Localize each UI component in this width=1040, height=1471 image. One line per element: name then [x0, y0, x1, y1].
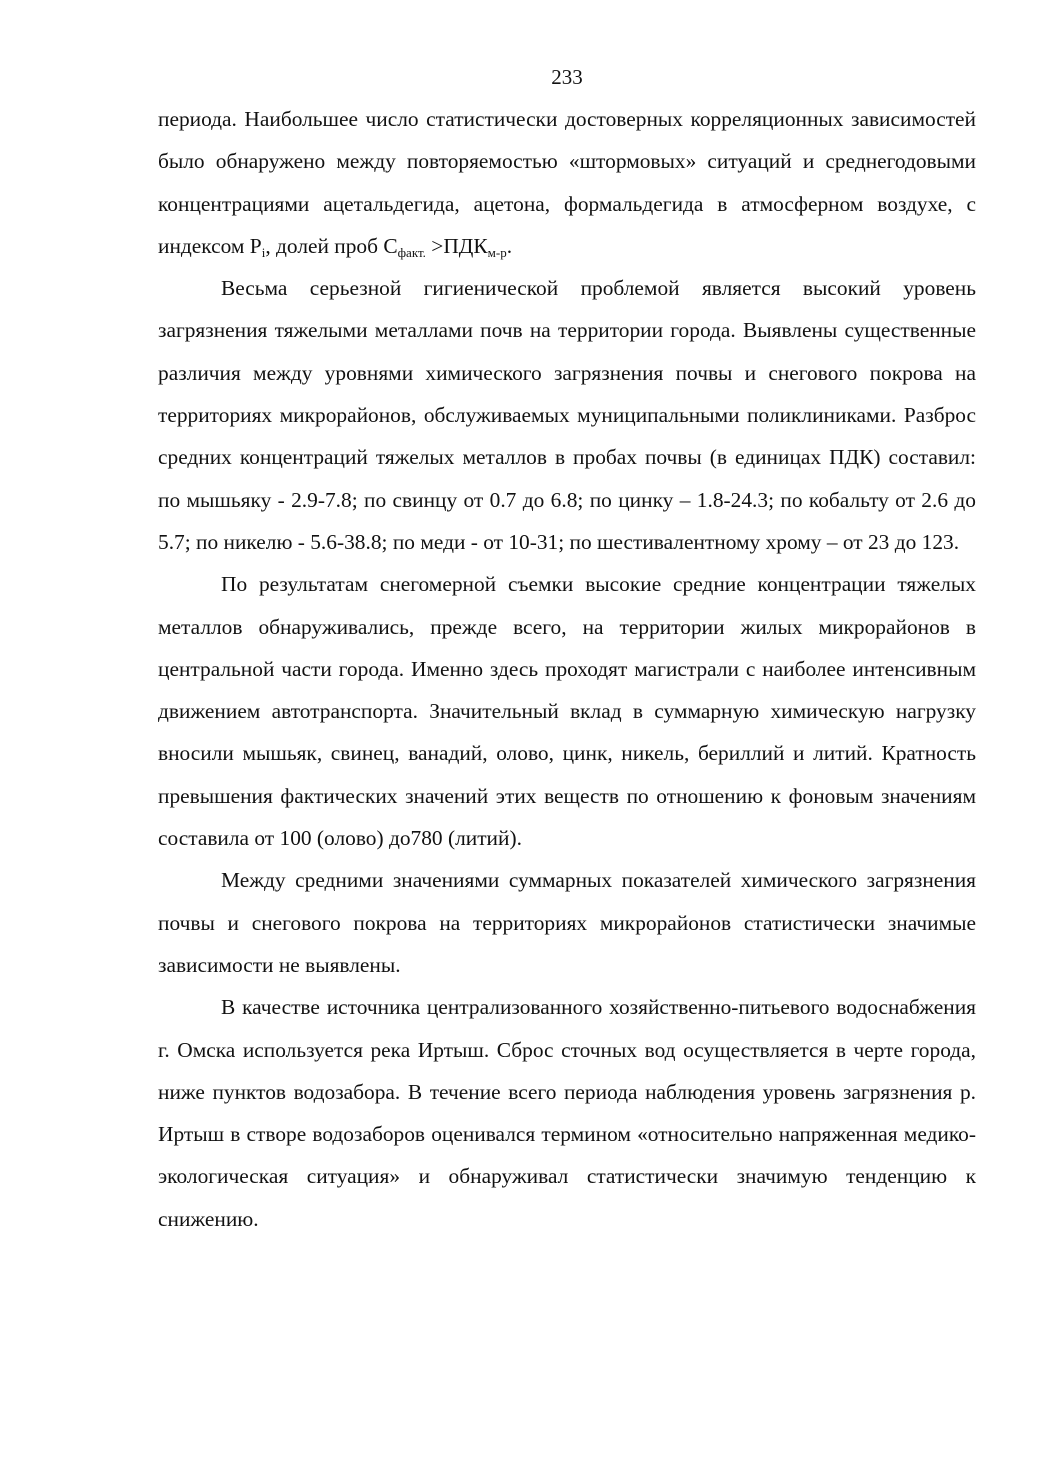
paragraph-2: Весьма серьезной гигиенической проблемой является высокий уровень загрязнения тяжелыми металлами почв на территории города. Выявлены существенные различия между уровнями химического загрязнения почвы и снегового покрова на территориях микрорайонов, обслуживаемых муниципальными поликлиниками. Разброс средних концентраций тяжелых металлов в пробах почвы (в единицах ПДК) составил: по мышьяку - 2.9-7.8; по свинцу от 0.7 до 6.8; по цинку – 1.8-24.3; по кобальту от 2.6 до 5.7; по никелю - 5.6-38.8; по меди - от 10-31; по шестивалентному хрому – от 23 до 123. [158, 276, 976, 554]
document-body [158, 98, 976, 1240]
paragraph-1-text-c: >ПДК [425, 233, 488, 258]
paragraph-5: В качестве источника централизованного хозяйственно-питьевого водоснабжения г. Омска используется река Иртыш. Сброс сточных вод осуществляется в черте города, ниже пунктов водозабора. В течение всего периода наблюдения уровень загрязнения р. Иртыш в створе водозаборов оценивался термином «относительно напряженная медико-экологическая ситуация» и обнаруживал статистически значимую тенденцию к снижению. [158, 995, 976, 1231]
paragraph-3: По результатам снегомерной съемки высокие средние концентрации тяжелых металлов обнаруживались, прежде всего, на территории жилых микрорайонов в центральной части города. Именно здесь проходят магистрали с наиболее интенсивным движением автотранспорта. Значительный вклад в суммарную химическую нагрузку вносили мышьяк, свинец, ванадий, олово, цинк, никель, бериллий и литий. Кратность превышения фактических значений этих веществ по отношению к фоновым значениям составила от 100 (олово) до780 (литий). [158, 572, 976, 851]
page-number: 233 [551, 65, 583, 89]
subscript-i: i [261, 244, 266, 260]
subscript-fact: факт. [397, 244, 426, 260]
paragraph-1-text-a: периода. Наибольшее число статистически достоверных корреляционных зависимостей было обнаружено между повторяемостью «штормовых» ситуаций и среднегодовыми концентрациями ацетальдегида, ацетона, формальдегида в атмосферном воздухе, с индексом P [158, 107, 976, 258]
paragraph-4: Между средними значениями суммарных показателей химического загрязнения почвы и снегового покрова на территориях микрорайонов статистически значимые зависимости не выявлены. [158, 868, 976, 977]
subscript-mr: м-р [487, 244, 507, 260]
paragraph-1-text-b: , долей проб С [265, 233, 398, 258]
paragraph-1 [158, 98, 976, 267]
paragraph-1-text-d: . [506, 233, 513, 258]
